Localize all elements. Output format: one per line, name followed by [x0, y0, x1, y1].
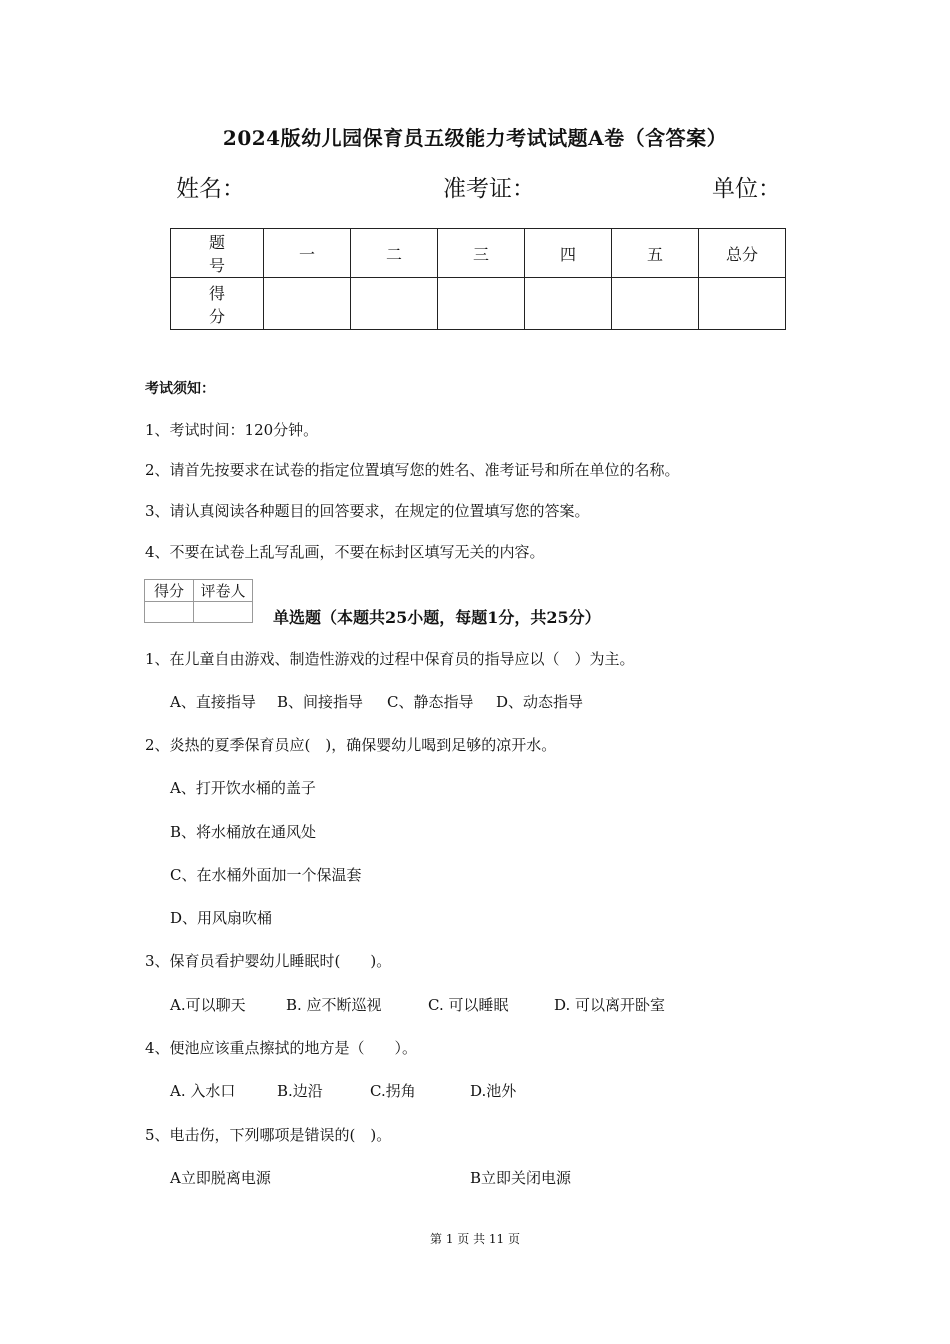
- question-4-option[interactable]: A. 入水口: [170, 1082, 236, 1100]
- question-1-option[interactable]: C、静态指导: [387, 693, 474, 711]
- score-cell[interactable]: [438, 278, 525, 330]
- notice-item: 4、不要在试卷上乱写乱画，不要在标封区填写无关的内容。: [145, 543, 545, 561]
- question-3-option[interactable]: D. 可以离开卧室: [554, 996, 666, 1014]
- question-3-option[interactable]: A.可以聊天: [170, 996, 246, 1014]
- question-2-text: 2、炎热的夏季保育员应( )，确保婴幼儿喝到足够的凉开水。: [145, 736, 557, 754]
- section-title: 单选题（本题共25小题，每题1分，共25分）: [273, 608, 601, 627]
- score-cell[interactable]: [525, 278, 612, 330]
- question-1-option[interactable]: B、间接指导: [277, 693, 364, 711]
- question-2-option[interactable]: B、将水桶放在通风处: [170, 823, 317, 841]
- score-table-header-cell: 四: [525, 229, 612, 278]
- notice-heading: 考试须知：: [145, 381, 215, 397]
- question-4-text: 4、便池应该重点擦拭的地方是（ ）。: [145, 1039, 418, 1057]
- question-5-option[interactable]: B立即关闭电源: [470, 1169, 572, 1187]
- question-3-option[interactable]: C. 可以睡眠: [428, 996, 509, 1014]
- exam-id-field-label: 准考证：: [443, 176, 535, 202]
- question-1-option[interactable]: A、直接指导: [170, 693, 256, 711]
- grader-score-cell[interactable]: [145, 602, 194, 623]
- question-5-option[interactable]: A立即脱离电源: [170, 1169, 271, 1187]
- notice-item: 2、请首先按要求在试卷的指定位置填写您的姓名、准考证号和所在单位的名称。: [145, 461, 680, 479]
- score-table-header-row: [171, 229, 786, 278]
- score-table-header-cell: 二: [351, 229, 438, 278]
- score-table: [170, 228, 786, 330]
- question-2-option[interactable]: C、在水桶外面加一个保温套: [170, 866, 362, 884]
- score-table-header-cell: 三: [438, 229, 525, 278]
- page-footer: 第 1 页 共 11 页: [430, 1232, 520, 1246]
- question-2-option[interactable]: D、用风扇吹桶: [170, 909, 273, 927]
- question-4-option[interactable]: C.拐角: [370, 1082, 416, 1100]
- candidate-fields: [176, 170, 786, 204]
- question-4-option[interactable]: D.池外: [470, 1082, 517, 1100]
- name-field-label: 姓名：: [176, 176, 245, 202]
- score-table-header-cell: 总分: [699, 229, 786, 278]
- question-3-text: 3、保育员看护婴幼儿睡眠时( )。: [145, 952, 392, 970]
- score-table-score-row: [171, 278, 786, 330]
- question-1-option[interactable]: D、动态指导: [496, 693, 584, 711]
- notice-item: 3、请认真阅读各种题目的回答要求，在规定的位置填写您的答案。: [145, 502, 590, 520]
- score-cell[interactable]: [699, 278, 786, 330]
- score-table-header-cell: 题 号: [171, 229, 264, 278]
- score-cell[interactable]: [351, 278, 438, 330]
- score-table-header-cell: 一: [264, 229, 351, 278]
- grader-reviewer-cell[interactable]: [194, 602, 253, 623]
- score-cell[interactable]: [612, 278, 699, 330]
- question-3-option[interactable]: B. 应不断巡视: [286, 996, 382, 1014]
- question-4-option[interactable]: B.边沿: [277, 1082, 323, 1100]
- grader-reviewer-label: 评卷人: [194, 580, 253, 602]
- question-2-option[interactable]: A、打开饮水桶的盖子: [170, 779, 316, 797]
- unit-field-label: 单位：: [712, 176, 781, 202]
- grader-box: [144, 579, 253, 623]
- page-title: 2024版幼儿园保育员五级能力考试试题A卷（含答案）: [222, 126, 728, 150]
- question-5-text: 5、电击伤，下列哪项是错误的( )。: [145, 1126, 392, 1144]
- score-table-header-cell: 五: [612, 229, 699, 278]
- grader-score-label: 得分: [145, 580, 194, 602]
- score-table-row-label: 得 分: [171, 278, 264, 330]
- question-1-text: 1、在儿童自由游戏、制造性游戏的过程中保育员的指导应以（ ）为主。: [145, 650, 635, 668]
- notice-item: 1、考试时间：120分钟。: [145, 421, 319, 439]
